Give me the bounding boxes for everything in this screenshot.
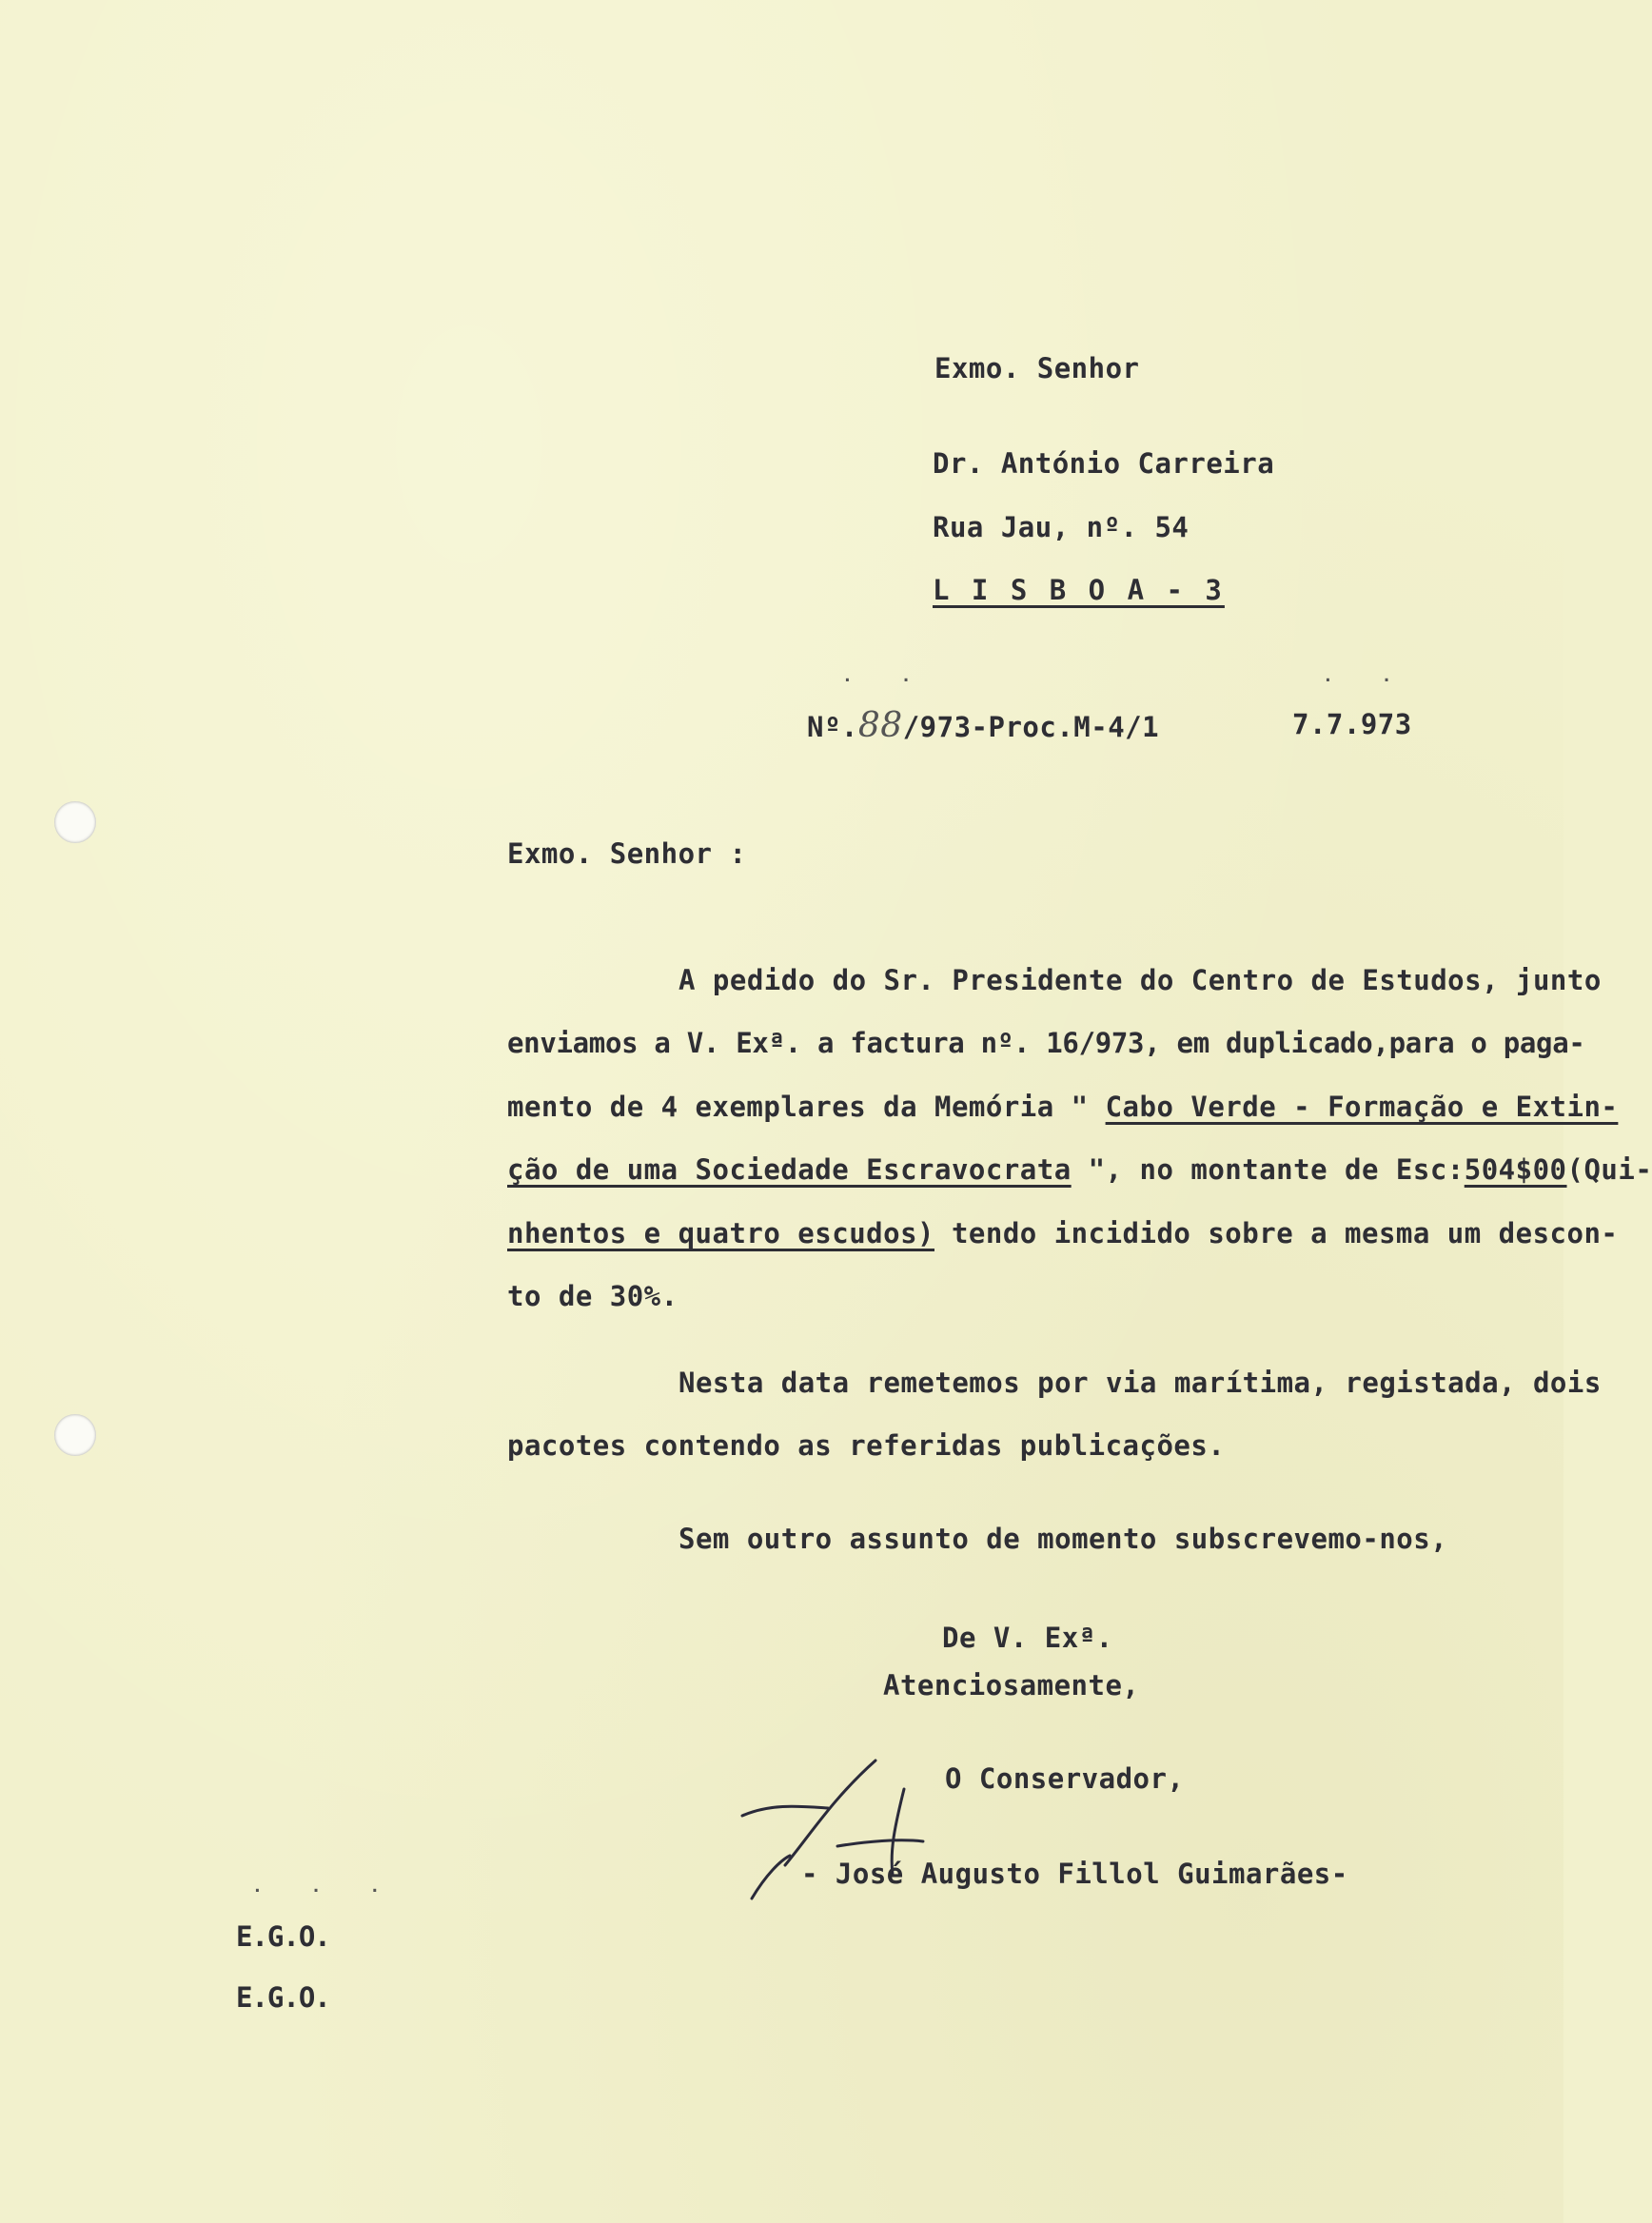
amount-value: 504$00	[1464, 1153, 1567, 1186]
body-p3-line1: Sem outro assunto de momento subscrevemo-nos,	[678, 1523, 1448, 1555]
body-p1-line3	[507, 1091, 1618, 1123]
book-title-part2: ção de uma Sociedade Escravocrata	[507, 1153, 1072, 1186]
initials-line1: E.G.O.	[236, 1920, 330, 1953]
addressee-city: L I S B O A - 3	[933, 574, 1225, 606]
closing-title: O Conservador,	[945, 1762, 1185, 1795]
body-p1-line1: A pedido do Sr. Presidente do Centro de Estudos, junto	[678, 964, 1602, 996]
body-p1-line2: enviamos a V. Exª. a factura nº. 16/973, em duplicado,para o paga-	[507, 1027, 1585, 1059]
reference-dots-right: . .	[1323, 666, 1411, 686]
body-p1-line4-text: ", no montante de Esc:	[1071, 1153, 1465, 1186]
greeting: Exmo. Senhor :	[507, 837, 747, 870]
body-p1-line4-end: (Qui-	[1566, 1153, 1652, 1186]
addressee-street: Rua Jau, nº. 54	[933, 511, 1190, 543]
book-title-part1: Cabo Verde - Formação e Extin-	[1105, 1091, 1619, 1123]
amount-in-words: nhentos e quatro escudos)	[507, 1217, 934, 1249]
reference-dots-left: . .	[842, 666, 931, 686]
punch-hole-top	[54, 801, 96, 843]
body-p1-line3-text: mento de 4 exemplares da Memória "	[507, 1091, 1106, 1123]
reference-prefix: Nº.	[807, 711, 858, 743]
initials-line2: E.G.O.	[236, 1981, 330, 2014]
punch-hole-bottom	[54, 1414, 96, 1456]
body-p1-line5	[507, 1217, 1618, 1249]
signer-name: - José Augusto Fillol Guimarães-	[801, 1858, 1348, 1890]
closing-line1: De V. Exª.	[942, 1622, 1113, 1654]
body-p1-line5-text: tendo incidido sobre a mesma um descon-	[934, 1217, 1619, 1249]
reference-date: 7.7.973	[1292, 708, 1412, 740]
addressee-salutation: Exmo. Senhor	[934, 352, 1140, 384]
body-p2-line2: pacotes contendo as referidas publicações.	[507, 1429, 1226, 1462]
body-p1-line4	[507, 1153, 1652, 1186]
reference-suffix: /973-Proc.M-4/1	[902, 711, 1160, 743]
reference-number: 88	[857, 706, 903, 745]
closing-line2: Atenciosamente,	[883, 1669, 1140, 1702]
body-p2-line1: Nesta data remetemos por via marítima, registada, dois	[678, 1367, 1602, 1399]
body-p1-line6: to de 30%.	[507, 1280, 678, 1312]
addressee-name: Dr. António Carreira	[933, 447, 1275, 480]
initials-dots: . . .	[252, 1877, 400, 1897]
reference-line	[807, 706, 1159, 745]
